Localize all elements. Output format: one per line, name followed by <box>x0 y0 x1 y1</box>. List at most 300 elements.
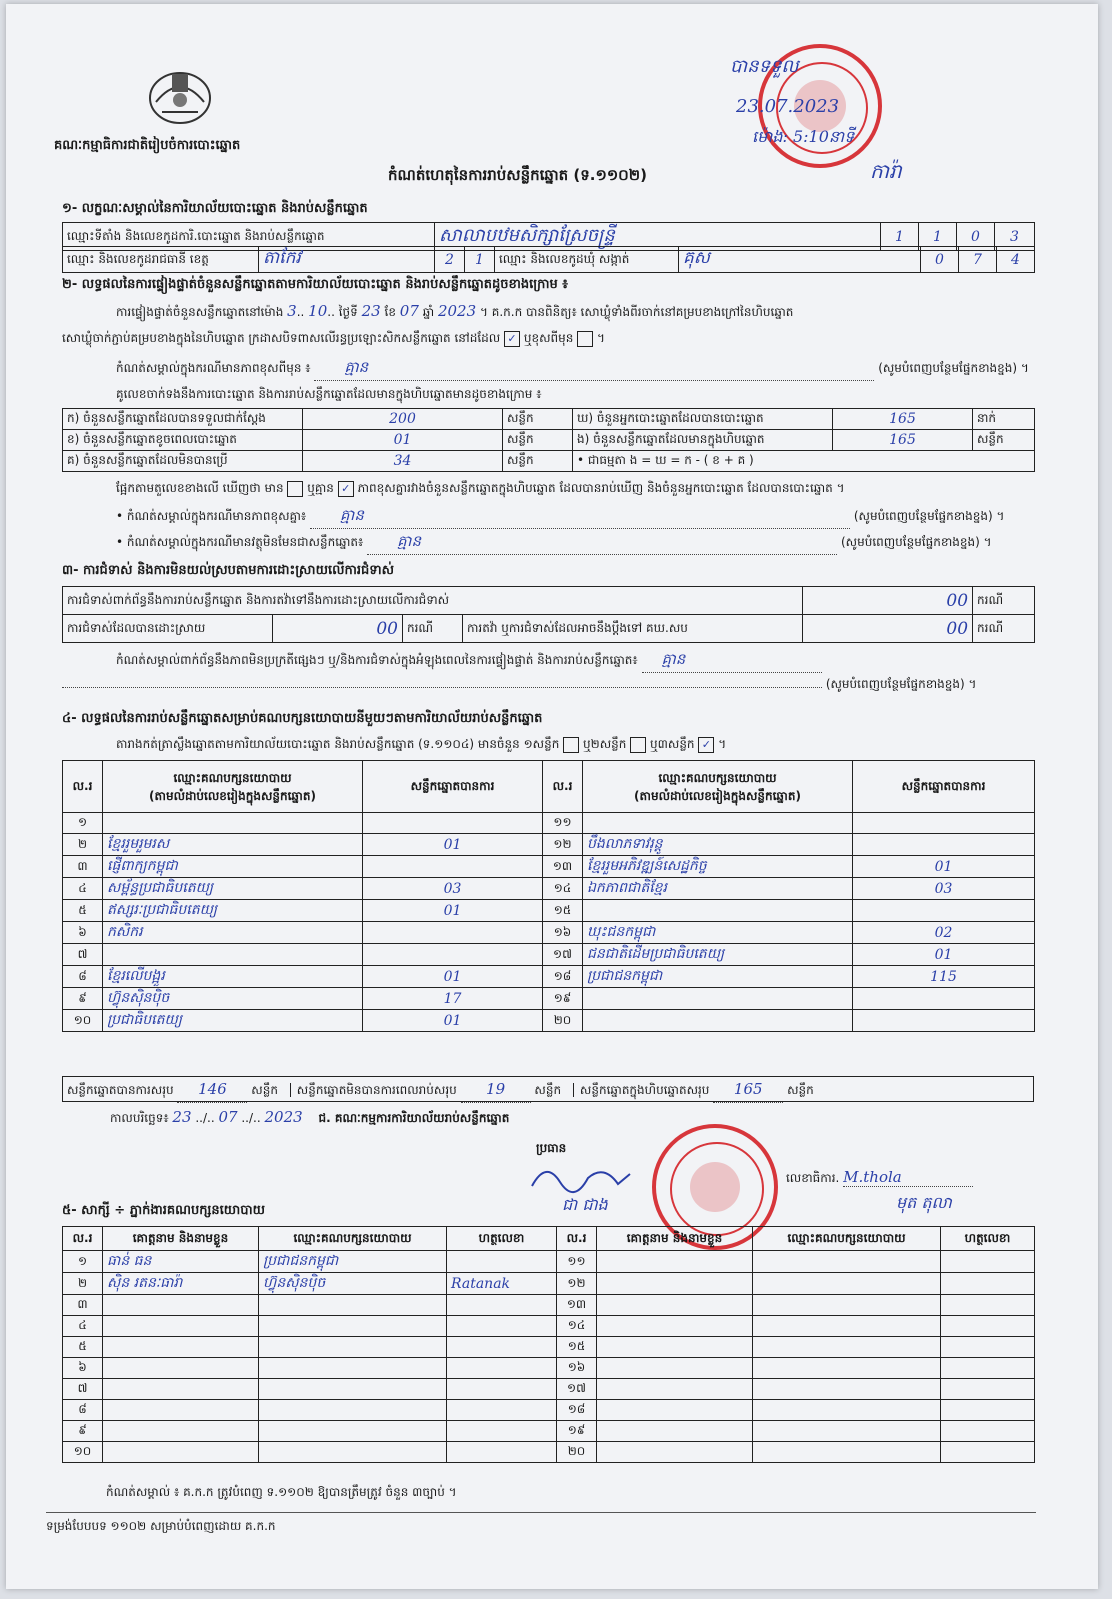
date-day: 23 <box>172 1108 192 1126</box>
result-votes: 01 <box>363 900 543 922</box>
count-a-value: 200 <box>303 409 503 430</box>
count-row <box>63 409 1035 430</box>
result-votes <box>853 834 1035 856</box>
count-e-value: 165 <box>833 430 973 451</box>
witness-no: ៧ <box>63 1379 103 1400</box>
result-no: ១៧ <box>543 944 583 966</box>
result-no: ២០ <box>543 1010 583 1032</box>
received-date: 23.07.2023 <box>736 96 840 117</box>
result-no: ១៨ <box>543 966 583 988</box>
object-note-value: គ្មាន <box>397 532 421 550</box>
objection-row1-value: 00 <box>803 587 973 615</box>
count-c-value: 34 <box>303 451 503 472</box>
verify-line-2-text: សោឃ្លុំចាក់ភ្ជាប់គម្របខាងក្នុងនៃហិបឆ្នោត ក្រដាសបិទពាសលើរន្ធប្រឡោះសិកសន្លឹកឆ្នោត នៅដដែល <box>62 331 501 345</box>
witness-party <box>753 1442 941 1463</box>
result-votes <box>853 900 1035 922</box>
result-votes: 01 <box>853 856 1035 878</box>
result-no: ៧ <box>63 944 103 966</box>
result-votes <box>363 813 543 834</box>
witness-signature <box>447 1400 557 1421</box>
secretary-name: មុត តុលា <box>896 1193 952 1212</box>
total-invalid-unit: សន្លឹក <box>534 1083 562 1097</box>
verify-month: 07 <box>399 302 419 320</box>
witness-name <box>103 1295 259 1316</box>
committee-label: ជ. គណៈកម្មការការិយាល័យរាប់សន្លឹកឆ្នោត <box>318 1111 510 1125</box>
witness-signature <box>941 1358 1035 1379</box>
witness-no: ១៥ <box>557 1337 597 1358</box>
section2-heading: ២- លទ្ធផលនៃការផ្ទៀងផ្ទាត់ចំនួនសន្លឹកឆ្នោតតាមការិយាល័យបោះឆ្នោត និងរាប់សន្លឹកឆ្នោតដូចខាងក្រោម ៖ <box>62 277 568 292</box>
witness-signature <box>447 1358 557 1379</box>
result-party <box>103 813 363 834</box>
witness-name: ស៊ិន រតនៈធារ៉ា <box>103 1273 259 1295</box>
chair-label: ប្រធាន <box>536 1141 567 1155</box>
chair-name: ជា ជាង <box>562 1195 608 1214</box>
witness-party <box>259 1337 447 1358</box>
table-row <box>63 1421 1035 1442</box>
station-code-1: 1 <box>881 223 919 251</box>
result-votes <box>853 1010 1035 1032</box>
diff-note-label: • កំណត់សម្គាល់ក្នុងករណីមានភាពខុសគ្នា៖ <box>116 509 307 523</box>
count-table <box>62 408 1035 472</box>
province-code-2: 1 <box>465 247 495 273</box>
result-votes: 17 <box>363 988 543 1010</box>
result-party: ឯកភាពជាតិខ្មែរ <box>583 878 853 900</box>
witness-party <box>259 1442 447 1463</box>
table-row <box>63 900 1035 922</box>
tally-3-checkbox[interactable]: ✓ <box>698 737 714 753</box>
table-row <box>63 856 1035 878</box>
tally-2-label: ឬ២សន្លឹក <box>583 737 627 751</box>
result-no: ១១ <box>543 813 583 834</box>
province-value: តាកែវ <box>259 247 435 273</box>
result-party: បឹងលាភទាវរុន្តូ <box>583 834 853 856</box>
total-box-label: សន្លឹកឆ្នោតក្នុងហិបឆ្នោតសរុប <box>573 1083 710 1097</box>
result-no: ៦ <box>63 922 103 944</box>
verify-hour: 3 <box>287 302 297 320</box>
result-votes <box>363 856 543 878</box>
result-party: ខ្មែរលើបង្អួរ <box>103 966 363 988</box>
witness-signature <box>941 1379 1035 1400</box>
table-row <box>63 1379 1035 1400</box>
results-table <box>62 760 1035 1032</box>
table-row <box>63 1273 1035 1295</box>
object-note-label: • កំណត់សម្គាល់ក្នុងករណីមានវត្ថុមិនមែនជាសន្លឹកឆ្នោត៖ <box>116 535 364 549</box>
result-votes: 115 <box>853 966 1035 988</box>
witness-name <box>103 1400 259 1421</box>
station-value: សាលាបឋមសិក្សាស្រែចន្ទ្រី <box>435 223 881 251</box>
witness-no: ១៨ <box>557 1400 597 1421</box>
total-valid-unit: សន្លឹក <box>251 1083 278 1097</box>
objection-row1-unit: ករណី <box>973 587 1035 615</box>
commune-code-1: 0 <box>921 247 959 273</box>
results-col-party-left: ឈ្មោះគណបក្សនយោបាយ (តាមលំដាប់លេខរៀងក្នុងសន្លឹកឆ្នោត) <box>103 761 363 813</box>
witness-no: ៣ <box>63 1295 103 1316</box>
count-a-label: ក) ចំនួនសន្លឹកឆ្នោតដែលបានទទួលជាក់ស្តែង <box>63 409 303 430</box>
objection-row2b-unit: ករណី <box>973 615 1035 643</box>
diff-none-label: ឬគ្មាន <box>307 481 334 495</box>
result-no: ១ <box>63 813 103 834</box>
witness-party <box>753 1400 941 1421</box>
commune-value: គុស <box>679 247 921 273</box>
form-title: កំណត់ហេតុនៃការរាប់សន្លឹកឆ្នោត (ទ.១១០២) <box>388 166 648 184</box>
witness-name <box>103 1316 259 1337</box>
witness-no: ១ <box>63 1251 103 1273</box>
verify-line-2: សោឃ្លុំចាក់ភ្ជាប់គម្របខាងក្នុងនៃហិបឆ្នោត ក្រដាសបិទពាសលើរន្ធប្រឡោះសិកសន្លឹកឆ្នោត នៅដដែល ✓ ឬខុសពីមុន ។ <box>62 331 605 345</box>
witness-party <box>753 1421 941 1442</box>
witness-no: ៤ <box>63 1316 103 1337</box>
result-no: ១៣ <box>543 856 583 878</box>
witness-col-no-left: ល.រ <box>63 1227 103 1251</box>
tally-3-label: ឬ៣សន្លឹក <box>650 737 695 751</box>
witness-name <box>597 1295 753 1316</box>
count-e-unit: សន្លឹក <box>973 430 1035 451</box>
diff-line-label: ផ្អែកតាមតួលេខខាងលើ ឃើញថា មាន <box>116 481 284 495</box>
objection-row2-value: 00 <box>273 615 403 643</box>
witness-signature: Ratanak <box>447 1273 557 1295</box>
table-row <box>63 1295 1035 1316</box>
witness-party: ប្រជាជនកម្ពុជា <box>259 1251 447 1273</box>
result-votes: 03 <box>853 878 1035 900</box>
verify-day: 23 <box>361 302 381 320</box>
witness-no: ៩ <box>63 1421 103 1442</box>
witness-signature <box>941 1337 1035 1358</box>
count-b-value: 01 <box>303 430 503 451</box>
total-box-value: 165 <box>733 1080 763 1098</box>
tally-2-checkbox[interactable] <box>630 737 646 753</box>
witness-name: ធាន់ ធន <box>103 1251 259 1273</box>
witness-party <box>753 1273 941 1295</box>
province-code-1: 2 <box>435 247 465 273</box>
diff-line-rest: ភាពខុសគ្នារវាងចំនួនសន្លឹកឆ្នោតក្នុងហិបឆ្នោត ដែលបានរាប់ឃើញ និងចំនួនអ្នកបោះឆ្នោត ដែលបានបោះឆ្នោត ។ <box>357 481 845 495</box>
section5-heading: ៥- សាក្សី ÷ ភ្នាក់ងារគណបក្សនយោបាយ <box>62 1203 265 1218</box>
received-note: បានទទួល <box>730 56 799 77</box>
secretary-label: លេខាធិការ. <box>786 1171 840 1185</box>
count-intro: គូលេខចាក់ទងនឹងការបោះឆ្នោត និងការរាប់សន្លឹកឆ្នោតដែលមានក្នុងហិបឆ្នោតមានដូចខាងក្រោម ៖ <box>116 387 542 401</box>
object-note-hint: (សូមបំពេញបន្ថែមផ្នែកខាងខ្នង) ។ <box>840 535 992 549</box>
table-row <box>63 988 1035 1010</box>
witness-signature <box>447 1337 557 1358</box>
irregular-note-hint: (សូមបំពេញបន្ថែមផ្នែកខាងខ្នង) ។ <box>825 677 977 691</box>
witness-name <box>597 1358 753 1379</box>
result-no: ១៤ <box>543 878 583 900</box>
total-invalid-label: សន្លឹកឆ្នោតមិនបានការពេលរាប់សរុប <box>290 1083 457 1097</box>
total-valid-value: 146 <box>198 1080 227 1098</box>
table-row <box>63 1010 1035 1032</box>
date-year: 2023 <box>264 1108 303 1126</box>
count-d-unit: នាក់ <box>973 409 1035 430</box>
results-col-no-left: ល.រ <box>63 761 103 813</box>
witness-party <box>753 1295 941 1316</box>
count-d-label: ឃ) ចំនួនអ្នកបោះឆ្នោតដែលបានបោះឆ្នោត <box>573 409 833 430</box>
result-party: កសិករ <box>103 922 363 944</box>
org-name: គណៈកម្មាធិការជាតិរៀបចំការបោះឆ្នោត <box>54 138 241 153</box>
witness-signature <box>447 1379 557 1400</box>
witness-party <box>259 1421 447 1442</box>
witness-signature <box>941 1273 1035 1295</box>
witness-no: ៨ <box>63 1400 103 1421</box>
table-row <box>63 878 1035 900</box>
witness-signature <box>941 1251 1035 1273</box>
diff-have-checkbox[interactable] <box>287 481 303 497</box>
form-footer: ទម្រង់បែបបទ ១១០២ សម្រាប់បំពេញដោយ គ.ក.ក <box>46 1519 276 1533</box>
result-no: ៣ <box>63 856 103 878</box>
result-votes: 02 <box>853 922 1035 944</box>
witness-name <box>103 1379 259 1400</box>
witness-signature <box>941 1400 1035 1421</box>
result-party <box>583 813 853 834</box>
table-row <box>63 1316 1035 1337</box>
result-party: ឃុះជនកម្ពុជា <box>583 922 853 944</box>
witness-no: ១១ <box>557 1251 597 1273</box>
objection-row2b-value: 00 <box>803 615 973 643</box>
results-col-votes-right: សន្លឹកឆ្នោតបានការ <box>853 761 1035 813</box>
result-votes <box>853 813 1035 834</box>
objection-row2b-label: ការតវ៉ា ឬការជំទាស់ដែលអាចនឹងប្តឹងទៅ គឃ.សប <box>463 615 803 643</box>
received-time: ម៉ោង: 5:10នាទី <box>752 127 855 146</box>
date-month: 07 <box>218 1108 238 1126</box>
verify-year-label: ឆ្នាំ <box>422 305 435 319</box>
witness-col-party-right: ឈ្មោះគណបក្សនយោបាយ <box>753 1227 941 1251</box>
witness-col-party-left: ឈ្មោះគណបក្សនយោបាយ <box>259 1227 447 1251</box>
result-no: ៥ <box>63 900 103 922</box>
witness-name <box>103 1442 259 1463</box>
section4-heading: ៤- លទ្ធផលនៃការរាប់សន្លឹកឆ្នោតសម្រាប់គណបក្សនយោបាយនីមួយៗតាមការិយាល័យរាប់សន្លឹកឆ្នោត <box>62 711 543 726</box>
table-row <box>63 966 1035 988</box>
witness-table <box>62 1226 1035 1463</box>
results-col-votes-left: សន្លឹកឆ្នោតបានការ <box>363 761 543 813</box>
objection-row1-label: ការជំទាស់ពាក់ព័ន្ធនឹងការរាប់សន្លឹកឆ្នោត និងការតវ៉ាទៅនឹងការដោះស្រាយលើការជំទាស់ <box>63 587 803 615</box>
witness-no: ១៩ <box>557 1421 597 1442</box>
results-col-party-right: ឈ្មោះគណបក្សនយោបាយ (តាមលំដាប់លេខរៀងក្នុងសន្លឹកឆ្នោត) <box>583 761 853 813</box>
total-box-unit: សន្លឹក <box>787 1083 814 1097</box>
section3-heading: ៣- ការជំទាស់ និងការមិនយល់ស្របតាមការដោះស្រាយលើការជំទាស់ <box>62 563 394 578</box>
witness-signature <box>447 1442 557 1463</box>
object-note-line <box>116 532 1046 555</box>
total-valid-label: សន្លឹកឆ្នោតបានការសរុប <box>67 1083 174 1097</box>
result-party: ខ្មែររួមអភិវឌ្ឍន៍សេដ្ឋកិច្ច <box>583 856 853 878</box>
province-table <box>62 246 1035 273</box>
tally-1-checkbox[interactable] <box>563 737 579 753</box>
change-note-hint: (សូមបំពេញបន្ថែមផ្នែកខាងខ្នង) ។ <box>878 361 1029 375</box>
result-votes: 01 <box>853 944 1035 966</box>
verify-line-1: ការផ្ទៀងផ្ទាត់ចំនួនសន្លឹកឆ្នោតនៅម៉ោង 3.. 10.. ថ្ងៃទី 23 ខែ 07 ឆ្នាំ 2023 ។ គ.ក.ក បានពិនិត្យ៖ សោឃ្លុំទាំងពីរចាក់នៅគម្របខាងក្រៅនៃហិបឆ្នោត <box>116 302 794 320</box>
result-party: ហ៊្វុនស៊ិនប៉ិច <box>103 988 363 1010</box>
irregular-note-label: កំណត់សម្គាល់ពាក់ព័ន្ធនឹងភាពមិនប្រក្រតីផ្សេងៗ ឬ/និងការជំទាស់ក្នុងអំឡុងពេលនៃការផ្ទៀងផ្ទាត់ និងការរាប់សន្លឹកឆ្នោត៖ <box>116 653 638 667</box>
objection-row2-label: ការជំទាស់ដែលបានដោះស្រាយ <box>63 615 273 643</box>
witness-name <box>103 1421 259 1442</box>
witness-party <box>259 1379 447 1400</box>
witness-signature <box>941 1442 1035 1463</box>
witness-party <box>259 1316 447 1337</box>
table-row <box>63 1442 1035 1463</box>
witness-party: ហ៊្វុនស៊ិនប៉ិច <box>259 1273 447 1295</box>
objection-row2-unit: ករណី <box>403 615 463 643</box>
commune-code-2: 7 <box>959 247 997 273</box>
verify-time-label: ការផ្ទៀងផ្ទាត់ចំនួនសន្លឹកឆ្នោតនៅម៉ោង <box>116 305 284 319</box>
receiver-signature: ការ៉ា <box>870 159 902 183</box>
witness-col-sig-right: ហត្ថលេខា <box>941 1227 1035 1251</box>
result-party <box>583 900 853 922</box>
result-votes <box>363 944 543 966</box>
witness-no: ១៦ <box>557 1358 597 1379</box>
result-party: ប្រជាជនកម្ពុជា <box>583 966 853 988</box>
results-totals <box>62 1076 1034 1102</box>
verify-line-1-rest: ។ គ.ក.ក បានពិនិត្យ៖ សោឃ្លុំទាំងពីរចាក់នៅគម្របខាងក្រៅនៃហិបឆ្នោត <box>479 305 794 319</box>
total-invalid-value: 19 <box>486 1080 506 1098</box>
footnote: កំណត់សម្គាល់ ៖ គ.ក.ក ត្រូវបំពេញ ទ.១១០២ ឱ្យបានត្រឹមត្រូវ ចំនួន ៣ច្បាប់ ។ <box>106 1485 457 1499</box>
tally-label: តារាងកត់ត្រាស្លឹងឆ្នោតតាមការិយាល័យបោះឆ្នោត និងរាប់សន្លឹកឆ្នោត (ទ.១១០៤) មានចំនួន ១សន្លឹក <box>116 737 560 751</box>
result-no: ២ <box>63 834 103 856</box>
witness-col-no-right: ល.រ <box>557 1227 597 1251</box>
witness-party <box>753 1379 941 1400</box>
footer-divider <box>46 1512 1036 1513</box>
count-e-label: ង) ចំនួនសន្លឹកឆ្នោតដែលមានក្នុងហិបឆ្នោត <box>573 430 833 451</box>
table-row <box>63 1337 1035 1358</box>
result-votes: 01 <box>363 966 543 988</box>
witness-no: ២០ <box>557 1442 597 1463</box>
witness-party <box>259 1400 447 1421</box>
table-row <box>63 813 1035 834</box>
count-row <box>63 430 1035 451</box>
result-votes: 03 <box>363 878 543 900</box>
diff-line <box>116 480 845 498</box>
witness-name <box>597 1379 753 1400</box>
irregular-note-line <box>116 650 1046 673</box>
station-code-4: 3 <box>995 223 1035 251</box>
irregular-note-line-2 <box>62 676 1042 694</box>
witness-signature <box>447 1251 557 1273</box>
witness-col-name-left: គោត្តនាម និងនាមខ្លួន <box>103 1227 259 1251</box>
witness-no: ៦ <box>63 1358 103 1379</box>
result-no: ១២ <box>543 834 583 856</box>
witness-no: ១៤ <box>557 1316 597 1337</box>
diff-note-hint: (សូមបំពេញបន្ថែមផ្នែកខាងខ្នង) ។ <box>853 509 1005 523</box>
result-party: ឥស្សរៈប្រជាធិបតេយ្យ <box>103 900 363 922</box>
count-c-label: គ) ចំនួនសន្លឹកឆ្នោតដែលមិនបានប្រើ <box>63 451 303 472</box>
change-note-label: កំណត់សម្គាល់ក្នុងករណីមានភាពខុសពីមុន ៖ <box>116 361 311 375</box>
count-d-value: 165 <box>833 409 973 430</box>
witness-no: ១៧ <box>557 1379 597 1400</box>
result-party <box>583 988 853 1010</box>
chair-signature-icon <box>526 1156 636 1198</box>
same-checkbox[interactable]: ✓ <box>504 331 520 347</box>
province-label: ឈ្មោះ និងលេខកូដរាជធានី ខេត្ត <box>63 247 259 273</box>
witness-party <box>259 1295 447 1316</box>
result-votes: 01 <box>363 834 543 856</box>
count-b-label: ខ) ចំនួនសន្លឹកឆ្នោតខូចពេលបោះឆ្នោត <box>63 430 303 451</box>
nec-emblem-icon <box>142 62 218 128</box>
results-col-no-right: ល.រ <box>543 761 583 813</box>
table-row <box>63 834 1035 856</box>
table-row <box>63 922 1035 944</box>
form-page <box>6 4 1098 1589</box>
count-formula: • ជាធម្មតា ង = ឃ = ក - ( ខ + គ ) <box>573 451 1035 472</box>
result-party: ជនជាតិដើមប្រជាធិបតេយ្យ <box>583 944 853 966</box>
result-no: ១០ <box>63 1010 103 1032</box>
witness-name <box>597 1442 753 1463</box>
station-label: ឈ្មោះទីតាំង និងលេខកូដការិ.បោះឆ្នោត និងរាប់សន្លឹកឆ្នោត <box>63 223 435 251</box>
commune-label: ឈ្មោះ និងលេខកូដឃុំ សង្កាត់ <box>495 247 679 273</box>
witness-name <box>597 1251 753 1273</box>
witness-name <box>597 1337 753 1358</box>
irregular-note-value: គ្មាន <box>661 650 686 668</box>
witness-signature <box>447 1295 557 1316</box>
witness-name <box>597 1400 753 1421</box>
diff-note-value: គ្មាន <box>340 506 364 524</box>
table-row <box>63 1400 1035 1421</box>
witness-party <box>753 1358 941 1379</box>
change-note-line <box>116 358 1046 381</box>
table-row <box>63 1251 1035 1273</box>
diff-none-checkbox[interactable]: ✓ <box>338 481 354 497</box>
witness-party <box>259 1358 447 1379</box>
witness-signature <box>941 1316 1035 1337</box>
witness-col-sig-left: ហត្ថលេខា <box>447 1227 557 1251</box>
witness-signature <box>941 1295 1035 1316</box>
witness-name <box>597 1316 753 1337</box>
witness-no: ១៣ <box>557 1295 597 1316</box>
witness-party <box>753 1337 941 1358</box>
result-party: ផ្ញើពាក្យកម្ពុជា <box>103 856 363 878</box>
section1-heading: ១- លក្ខណៈសម្គាល់នៃការិយាល័យបោះឆ្នោត និងរាប់សន្លឹកឆ្នោត <box>62 201 368 216</box>
count-c-unit: សន្លឹក <box>503 451 573 472</box>
secretary-signature: M.thola <box>843 1168 902 1186</box>
station-code-2: 1 <box>919 223 957 251</box>
witness-name <box>103 1337 259 1358</box>
verify-month-label: ខែ <box>384 305 396 319</box>
result-votes <box>853 988 1035 1010</box>
result-no: ១៥ <box>543 900 583 922</box>
result-party: ប្រជាធិបតេយ្យ <box>103 1010 363 1032</box>
result-no: ១៩ <box>543 988 583 1010</box>
result-votes <box>363 922 543 944</box>
witness-signature <box>447 1316 557 1337</box>
witness-signature <box>447 1421 557 1442</box>
result-party <box>583 1010 853 1032</box>
witness-no: ១២ <box>557 1273 597 1295</box>
result-party: សម្ព័ន្ធប្រជាធិបតេយ្យ <box>103 878 363 900</box>
objection-table <box>62 586 1035 643</box>
date-line: កាលបរិច្ឆេទ៖ 23 ../.. 07 ../.. 2023 ជ. គណៈកម្មការការិយាល័យរាប់សន្លឹកឆ្នោត <box>110 1108 510 1126</box>
result-party: ខ្មែររួមរួមរស <box>103 834 363 856</box>
commune-code-3: 4 <box>997 247 1035 273</box>
tally-line: តារាងកត់ត្រាស្លឹងឆ្នោតតាមការិយាល័យបោះឆ្នោត និងរាប់សន្លឹកឆ្នោត (ទ.១១០៤) មានចំនួន ១សន្លឹក ឬ២សន្លឹក ឬ៣សន្លឹក ✓ ។ <box>116 737 727 751</box>
count-row <box>63 451 1035 472</box>
change-note-value: គ្មាន <box>344 358 369 376</box>
diff-note-line <box>116 506 1046 529</box>
result-party <box>103 944 363 966</box>
table-row <box>63 1358 1035 1379</box>
witness-no: ១០ <box>63 1442 103 1463</box>
date-label: កាលបរិច្ឆេទ៖ <box>110 1111 169 1125</box>
result-no: ៤ <box>63 878 103 900</box>
witness-party <box>753 1316 941 1337</box>
count-a-unit: សន្លឹក <box>503 409 573 430</box>
verify-year: 2023 <box>437 302 477 320</box>
witness-no: ២ <box>63 1273 103 1295</box>
verify-day-label: ថ្ងៃទី <box>338 305 358 319</box>
witness-party <box>753 1251 941 1273</box>
result-no: ៩ <box>63 988 103 1010</box>
count-b-unit: សន្លឹក <box>503 430 573 451</box>
result-no: ១៦ <box>543 922 583 944</box>
changed-checkbox[interactable] <box>577 331 593 347</box>
station-code-3: 0 <box>957 223 995 251</box>
witness-signature <box>941 1421 1035 1442</box>
witness-col-name-right: គោត្តនាម និងនាមខ្លួន <box>597 1227 753 1251</box>
witness-no: ៥ <box>63 1337 103 1358</box>
witness-name <box>597 1421 753 1442</box>
